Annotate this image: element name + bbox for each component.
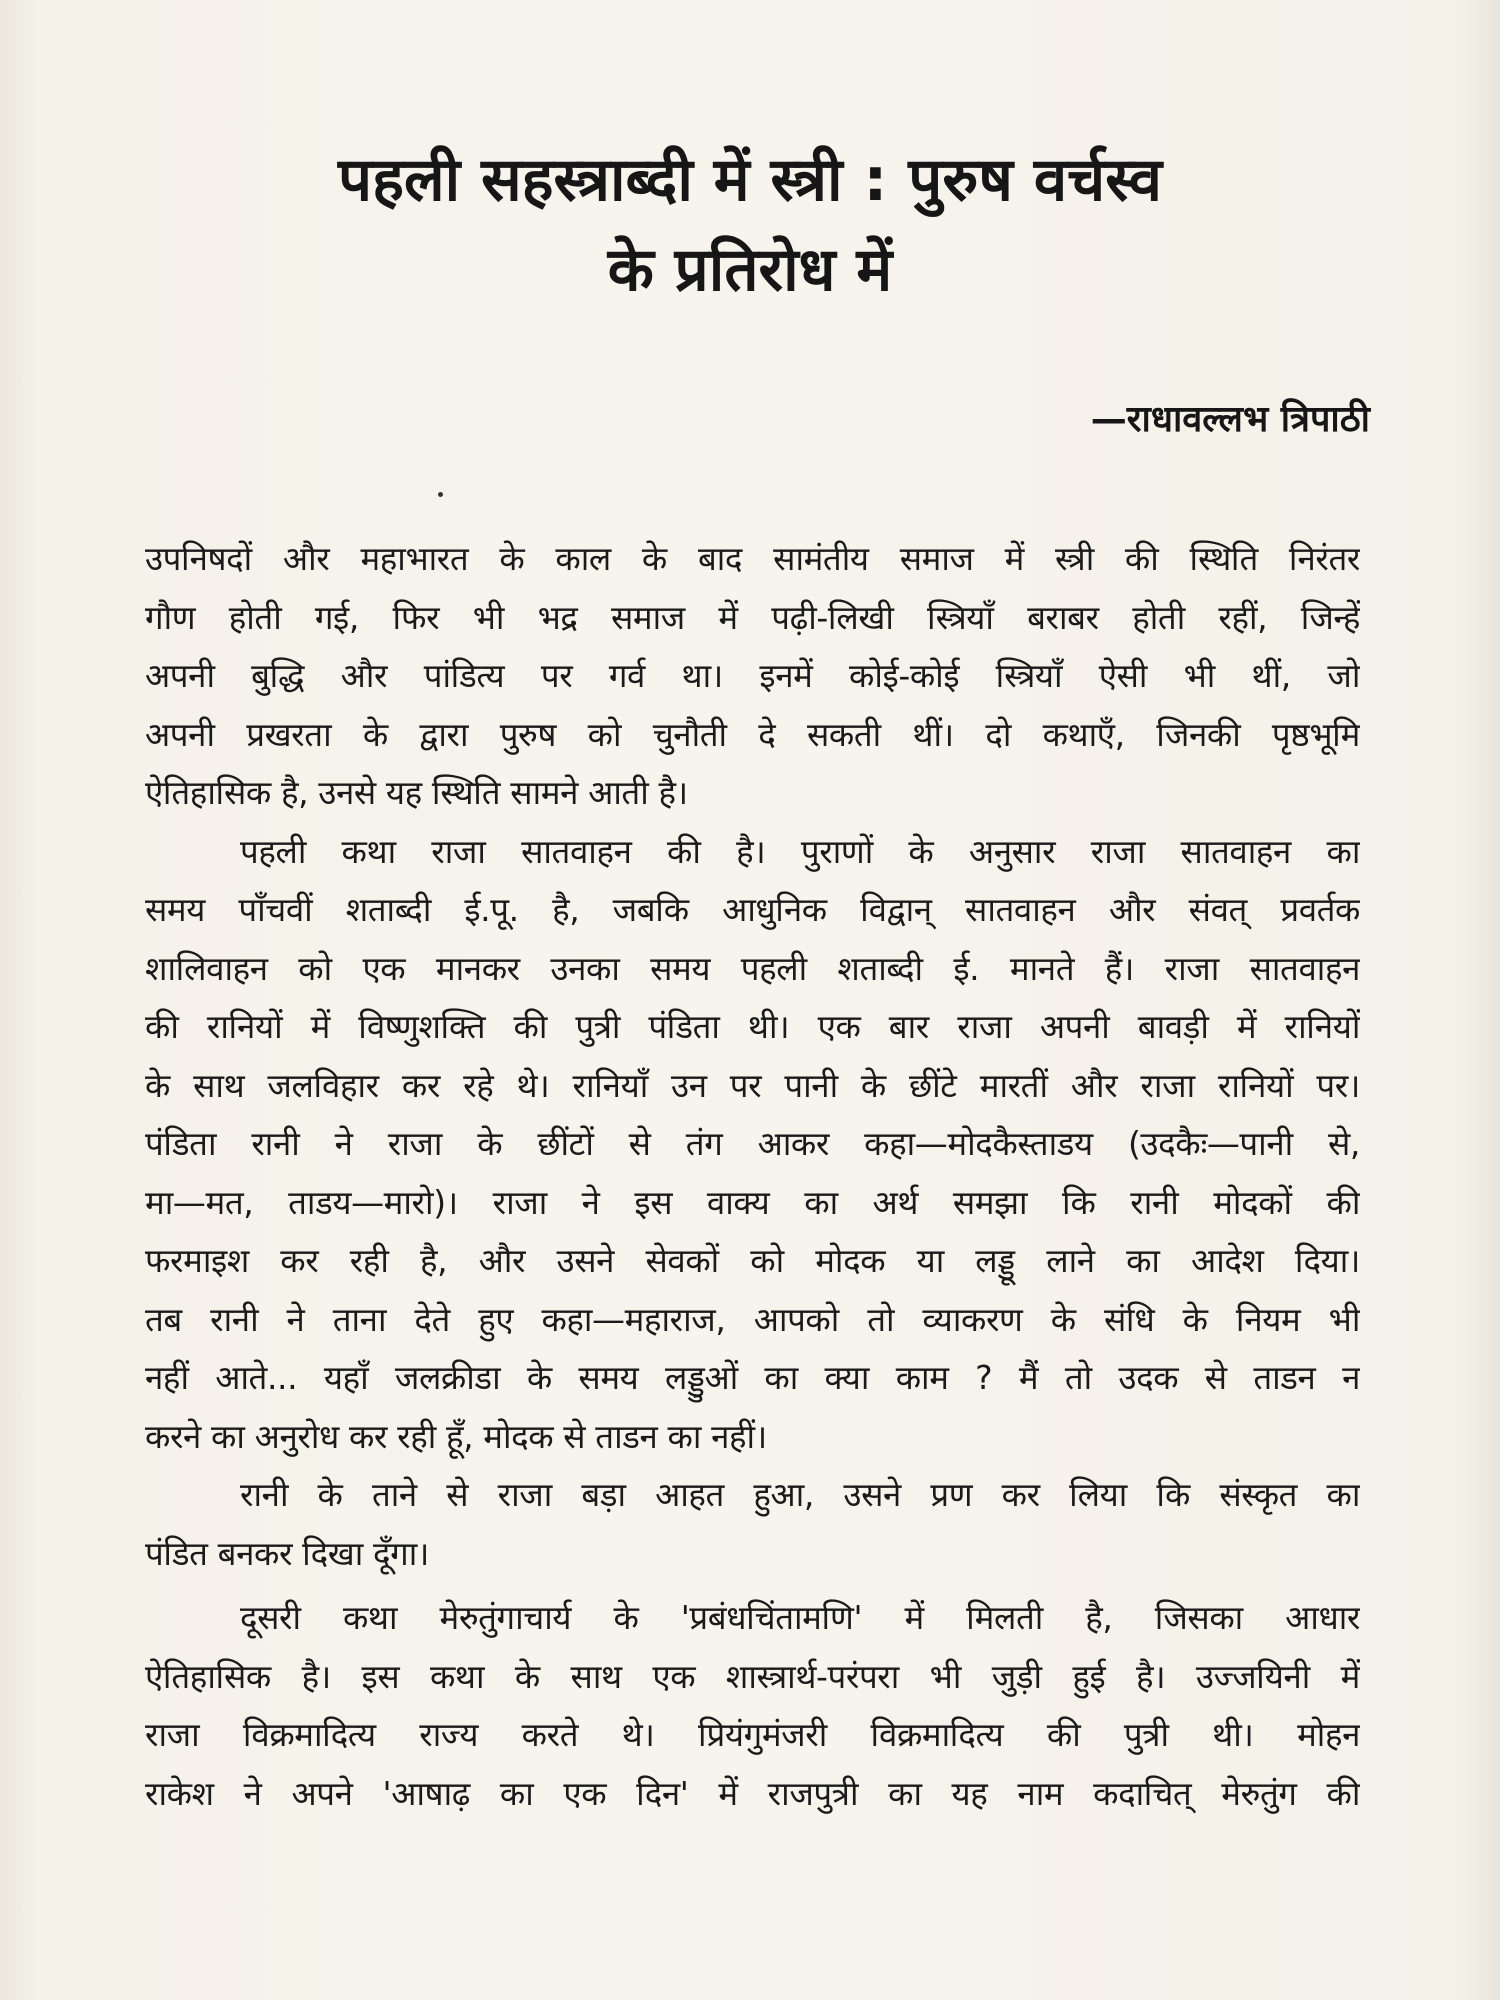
text-line: गौण होती गई, फिर भी भद्र समाज में पढ़ी-लिखी स्त्रियाँ बराबर होती रहीं, जिन्हें xyxy=(145,597,1360,637)
ink-speck xyxy=(438,492,443,497)
text-line: अपनी बुद्धि और पांडित्य पर गर्व था। इनमें कोई-कोई स्त्रियाँ ऐसी भी थीं, जो xyxy=(145,656,1360,695)
chapter-title-line-2: के प्रतिरोध में xyxy=(607,235,893,305)
text-line: पहली कथा राजा सातवाहन की है। पुराणों के अनुसार राजा सातवाहन का xyxy=(240,831,1360,871)
paragraph-1 xyxy=(145,530,1360,823)
text-line: ऐतिहासिक है। इस कथा के साथ एक शास्त्रार्थ-परंपरा भी जुड़ी हुई है। उज्जयिनी में xyxy=(145,1656,1360,1696)
text-line: की रानियों में विष्णुशक्ति की पुत्री पंडिता थी। एक बार राजा अपनी बावड़ी में रानियों xyxy=(145,1007,1360,1046)
text-line: राजा विक्रमादित्य राज्य करते थे। प्रियंगुमंजरी विक्रमादित्य की पुत्री थी। मोहन xyxy=(145,1715,1360,1754)
text-line: मा—मत, ताडय—मारो)। राजा ने इस वाक्य का अर्थ समझा कि रानी मोदकों की xyxy=(145,1182,1360,1222)
text-line: राकेश ने अपने 'आषाढ़ का एक दिन' में राजपुत्री का यह नाम कदाचित् मेरुतुंग की xyxy=(145,1773,1360,1813)
text-line: पंडिता रानी ने राजा के छींटों से तंग आकर कहा—मोदकैस्ताडय (उदकैः—पानी से, xyxy=(145,1124,1360,1163)
text-line: तब रानी ने ताना देते हुए कहा—महाराज, आपको तो व्याकरण के संधि के नियम भी xyxy=(145,1299,1360,1339)
body-text xyxy=(145,530,1360,1823)
text-line: रानी के ताने से राजा बड़ा आहत हुआ, उसने प्रण कर लिया कि संस्कृत का xyxy=(240,1475,1360,1514)
text-line: करने का अनुरोध कर रही हूँ, मोदक से ताडन का नहीं। xyxy=(145,1416,767,1456)
text-line: ऐतिहासिक है, उनसे यह स्थिति सामने आती है। xyxy=(145,773,688,812)
text-line: नहीं आते... यहाँ जलक्रीडा के समय लड्डुओं का क्या काम ? मैं तो उदक से ताडन न xyxy=(145,1358,1360,1397)
text-line: समय पाँचवीं शताब्दी ई.पू. है, जबकि आधुनिक विद्वान् सातवाहन और संवत् प्रवर्तक xyxy=(145,890,1360,929)
text-line: अपनी प्रखरता के द्वारा पुरुष को चुनौती दे सकती थीं। दो कथाएँ, जिनकी पृष्ठभूमि xyxy=(145,714,1360,754)
text-line: दूसरी कथा मेरुतुंगाचार्य के 'प्रबंधचिंतामणि' में मिलती है, जिसका आधार xyxy=(240,1598,1360,1637)
text-line: उपनिषदों और महाभारत के काल के बाद सामंतीय समाज में स्त्री की स्थिति निरंतर xyxy=(145,539,1360,578)
text-line: के साथ जलविहार कर रहे थे। रानियाँ उन पर पानी के छींटे मारतीं और राजा रानियों पर। xyxy=(145,1065,1360,1105)
text-line: शालिवाहन को एक मानकर उनका समय पहली शताब्दी ई. मानते हैं। राजा सातवाहन xyxy=(145,948,1360,988)
chapter-title-line-1: पहली सहस्त्राब्दी में स्त्री : पुरुष वर्चस्व xyxy=(338,145,1162,215)
paragraph-2 xyxy=(145,823,1360,1467)
paragraph-4 xyxy=(145,1589,1360,1823)
text-line: फरमाइश कर रही है, और उसने सेवकों को मोदक या लड्डू लाने का आदेश दिया। xyxy=(145,1241,1360,1280)
author-byline: —राधावल्लभ त्रिपाठी xyxy=(1090,399,1370,440)
text-line: पंडित बनकर दिखा दूँगा। xyxy=(145,1533,429,1573)
paragraph-3 xyxy=(145,1466,1360,1583)
